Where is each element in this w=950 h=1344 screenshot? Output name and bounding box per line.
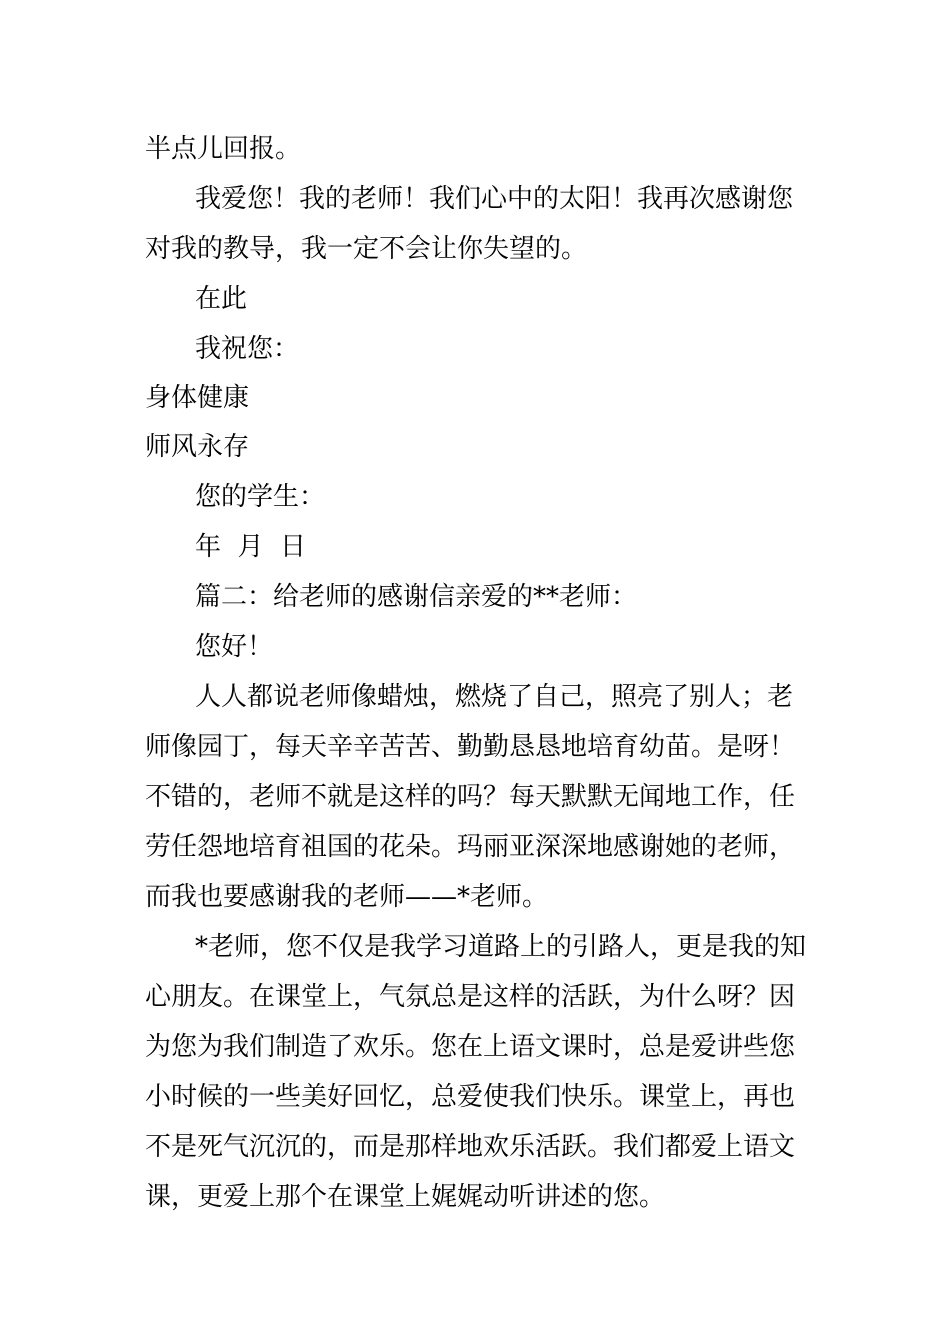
text-line: 半点儿回报。 xyxy=(145,134,302,164)
text-line: 师风永存 xyxy=(145,432,250,462)
text-line: 在此 xyxy=(195,284,248,314)
text-line: 而我也要感谢我的老师——*老师。 xyxy=(145,882,549,912)
text-line: *老师，您不仅是我学习道路上的引路人，更是我的知 xyxy=(195,932,807,962)
text-line: 不错的，老师不就是这样的吗？每天默默无闻地工作，任 xyxy=(145,782,796,812)
text-line: 我爱您！我的老师！我们心中的太阳！我再次感谢您 xyxy=(195,184,794,214)
text-line: 您好！ xyxy=(195,632,274,662)
text-line: 年 月 日 xyxy=(195,532,307,562)
text-line: 不是死气沉沉的，而是那样地欢乐活跃。我们都爱上语文 xyxy=(145,1132,796,1162)
text-line: 小时候的一些美好回忆，总爱使我们快乐。课堂上，再也 xyxy=(145,1082,796,1112)
text-line: 劳任怨地培育祖国的花朵。玛丽亚深深地感谢她的老师， xyxy=(145,832,796,862)
text-line: 课，更爱上那个在课堂上娓娓动听讲述的您。 xyxy=(145,1182,666,1212)
text-line: 篇二：给老师的感谢信亲爱的**老师： xyxy=(195,582,638,612)
text-line: 心朋友。在课堂上，气氛总是这样的活跃，为什么呀？因 xyxy=(145,982,796,1012)
text-line: 身体健康 xyxy=(145,383,250,413)
text-line: 对我的教导，我一定不会让你失望的。 xyxy=(145,234,588,264)
text-line: 我祝您： xyxy=(195,334,300,364)
text-line: 师像园丁，每天辛辛苦苦、勤勤恳恳地培育幼苗。是呀！ xyxy=(145,732,796,762)
text-line: 您的学生： xyxy=(195,482,326,512)
text-line: 为您为我们制造了欢乐。您在上语文课时，总是爱讲些您 xyxy=(145,1032,796,1062)
text-line: 人人都说老师像蜡烛，燃烧了自己，照亮了别人；老 xyxy=(195,682,794,712)
